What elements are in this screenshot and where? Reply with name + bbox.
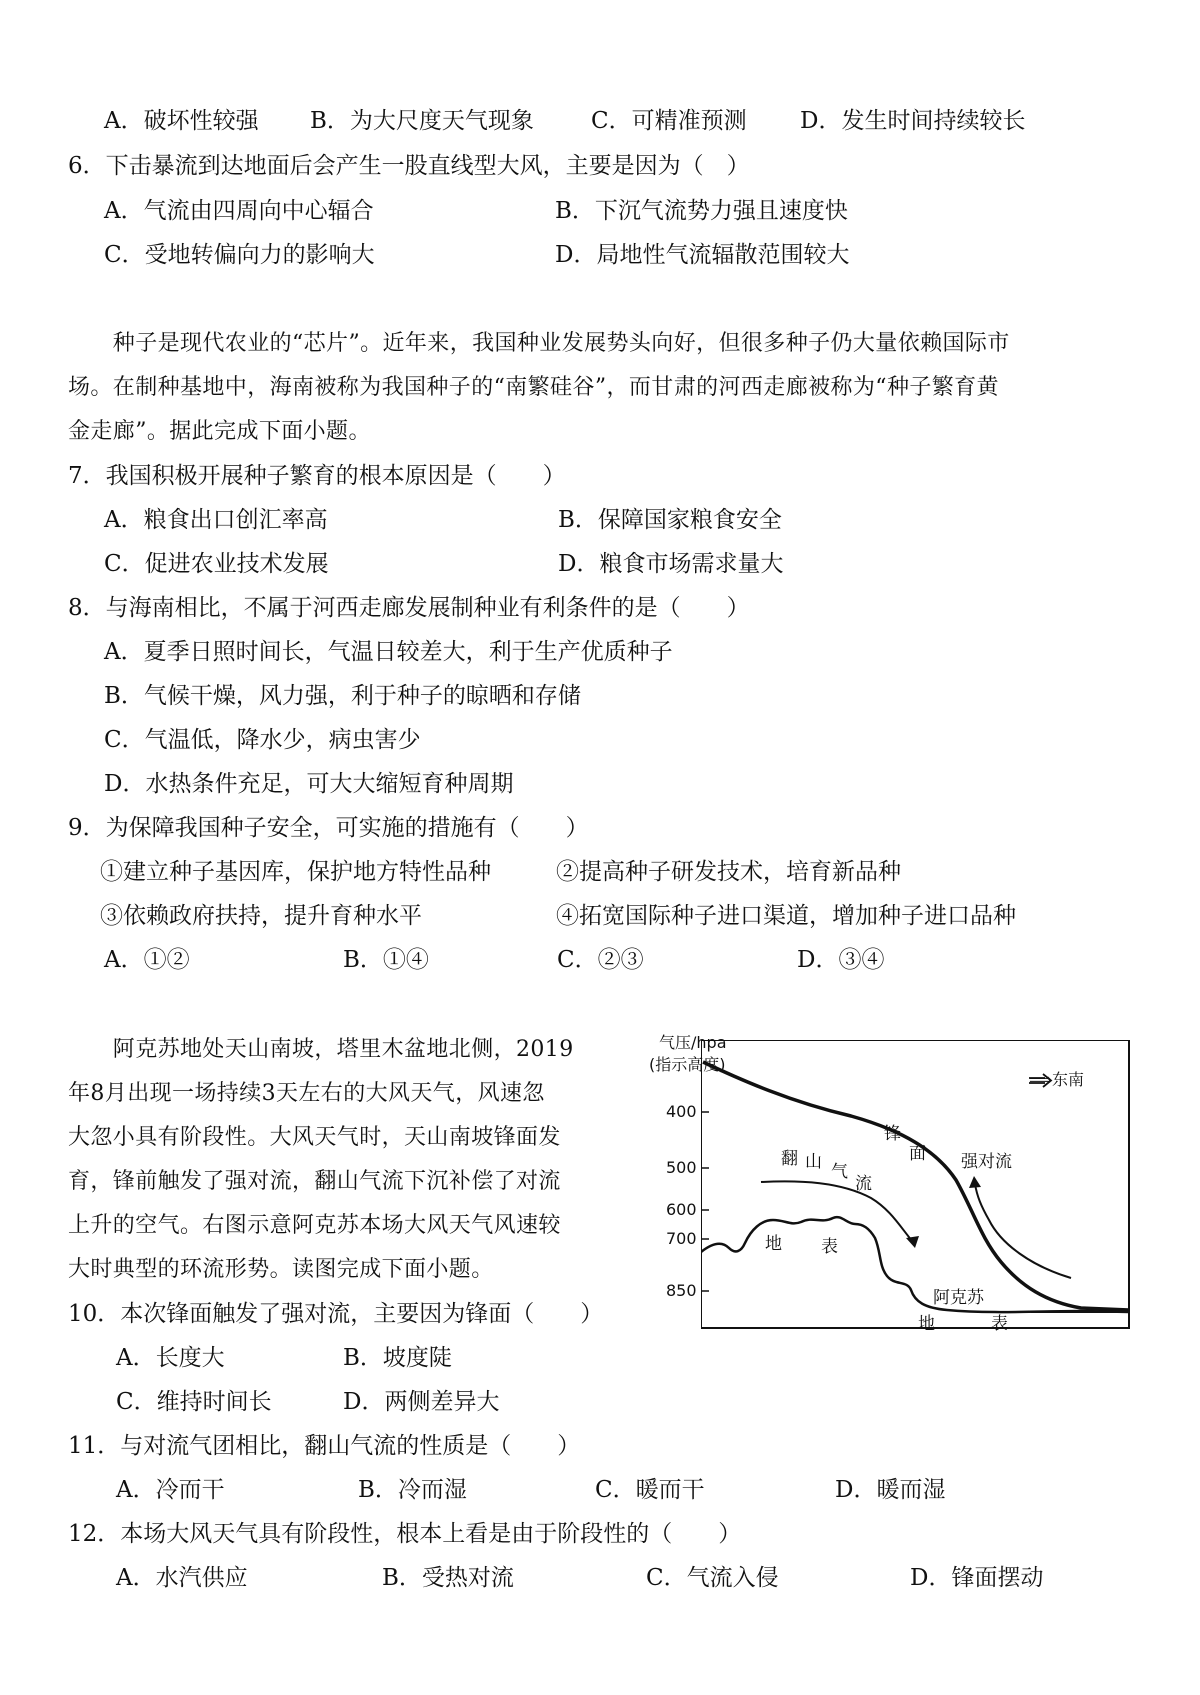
q11-option-d: D．暖而湿	[835, 1477, 946, 1503]
q11-option-a: A．冷而干	[116, 1477, 225, 1503]
convection-arrowhead	[969, 1176, 981, 1188]
q12-option-b: B．受热对流	[382, 1565, 514, 1591]
q10-option-a: A．长度大	[116, 1345, 225, 1371]
aksu-passage-line-4: 育，锋前触发了强对流，翻山气流下沉补偿了对流	[68, 1169, 561, 1194]
q9-item-3: ③依赖政府扶持，提升育种水平	[100, 903, 422, 929]
q9-option-a: A．①②	[104, 947, 190, 973]
q9-item-1: ①建立种子基因库，保护地方特性品种	[100, 859, 491, 885]
mountain-flow-label-1: 翻	[781, 1149, 798, 1169]
mountain-flow-label-3: 气	[831, 1162, 848, 1182]
seed-passage-line-1: 种子是现代农业的“芯片”。近年来，我国种业发展势头向好，但很多种子仍大量依赖国际市	[68, 331, 1010, 356]
q6-option-d: D．局地性气流辐散范围较大	[555, 242, 850, 268]
tick-label-600: 600	[666, 1200, 697, 1219]
q9-option-b: B．①④	[343, 947, 429, 973]
mountain-flow-arrowhead	[906, 1236, 919, 1248]
q12-option-a: A．水汽供应	[116, 1565, 248, 1591]
q9-item-4: ④拓宽国际种子进口渠道，增加种子进口品种	[556, 903, 1016, 929]
tick-label-700: 700	[666, 1229, 697, 1248]
q6-option-a: A．气流由四周向中心辐合	[104, 198, 374, 224]
circulation-diagram	[649, 1033, 1131, 1334]
q7-option-b: B．保障国家粮食安全	[558, 507, 782, 533]
q12-stem: 12．本场大风天气具有阶段性，根本上看是由于阶段性的（ ）	[68, 1521, 742, 1547]
q5-option-b: B．为大尺度天气现象	[310, 108, 534, 134]
tick-label-500: 500	[666, 1158, 697, 1177]
q7-option-c: C．促进农业技术发展	[104, 551, 329, 577]
q5-option-a: A．破坏性较强	[104, 108, 259, 134]
mountain-flow-label-2: 山	[805, 1152, 822, 1172]
upper-surface-label-1: 地	[765, 1234, 782, 1254]
y-axis-label: 气压/hpa	[659, 1033, 727, 1052]
aksu-passage-line-2: 年8月出现一场持续3天左右的大风天气，风速忽	[68, 1081, 545, 1106]
q8-option-a: A．夏季日照时间长，气温日较差大，利于生产优质种子	[104, 639, 673, 665]
direction-label: ⟹东南	[1029, 1070, 1084, 1089]
lower-surface-label-2: 表	[991, 1314, 1008, 1334]
q7-option-a: A．粮食出口创汇率高	[104, 507, 328, 533]
tick-label-400: 400	[666, 1102, 697, 1121]
q7-option-d: D．粮食市场需求量大	[558, 551, 784, 577]
q6-option-b: B．下沉气流势力强且速度快	[555, 198, 848, 224]
seed-passage-line-2: 场。在制种基地中，海南被称为我国种子的“南繁硅谷”，而甘肃的河西走廊被称为“种子繁育黄	[68, 375, 999, 400]
q9-item-2: ②提高种子研发技术，培育新品种	[556, 859, 901, 885]
aksu-passage-line-5: 上升的空气。右图示意阿克苏本场大风天气风速较	[68, 1213, 561, 1238]
convection-label: 强对流	[961, 1152, 1012, 1172]
q7-stem: 7．我国积极开展种子繁育的根本原因是（ ）	[68, 463, 566, 489]
convection-arrow	[975, 1184, 1071, 1278]
q11-option-c: C．暖而干	[595, 1477, 705, 1503]
aksu-label: 阿克苏	[933, 1288, 984, 1308]
y-axis-note: (指示高度)	[649, 1055, 726, 1074]
aksu-passage-line-1: 阿克苏地处天山南坡，塔里木盆地北侧，2019	[68, 1037, 574, 1062]
q6-option-c: C．受地转偏向力的影响大	[104, 242, 375, 268]
q12-option-d: D．锋面摆动	[910, 1565, 1044, 1591]
front-label-1: 锋	[884, 1124, 901, 1144]
front-label-2: 面	[909, 1144, 926, 1164]
aksu-passage-line-3: 大忽小具有阶段性。大风天气时，天山南坡锋面发	[68, 1125, 561, 1150]
front-line	[703, 1062, 1129, 1310]
q11-option-b: B．冷而湿	[358, 1477, 467, 1503]
q10-option-d: D．两侧差异大	[343, 1389, 500, 1415]
q10-option-b: B．坡度陡	[343, 1345, 452, 1371]
mountain-surface	[701, 1217, 1129, 1312]
q10-option-c: C．维持时间长	[116, 1389, 272, 1415]
tick-label-850: 850	[666, 1281, 697, 1300]
q8-option-d: D．水热条件充足，可大大缩短育种周期	[104, 771, 514, 797]
q5-option-c: C．可精准预测	[591, 108, 747, 134]
seed-passage-line-3: 金走廊”。据此完成下面小题。	[68, 419, 371, 444]
q9-stem: 9．为保障我国种子安全，可实施的措施有（ ）	[68, 815, 589, 841]
q5-option-d: D．发生时间持续较长	[800, 108, 1026, 134]
q9-option-c: C．②③	[557, 947, 644, 973]
mountain-flow-arrow	[761, 1181, 913, 1242]
q9-option-d: D．③④	[797, 947, 885, 973]
q8-option-c: C．气温低，降水少，病虫害少	[104, 727, 421, 753]
lower-surface-label-1: 地	[918, 1314, 935, 1334]
mountain-flow-label-4: 流	[855, 1174, 872, 1194]
q12-option-c: C．气流入侵	[646, 1565, 779, 1591]
q10-stem: 10．本次锋面触发了强对流，主要因为锋面（ ）	[68, 1301, 604, 1327]
aksu-passage-line-6: 大时典型的环流形势。读图完成下面小题。	[68, 1257, 494, 1282]
q8-stem: 8．与海南相比，不属于河西走廊发展制种业有利条件的是（ ）	[68, 595, 750, 621]
upper-surface-label-2: 表	[821, 1237, 838, 1257]
q11-stem: 11．与对流气团相比，翻山气流的性质是（ ）	[68, 1433, 581, 1459]
q8-option-b: B．气候干燥，风力强，利于种子的晾晒和存储	[104, 683, 581, 709]
q6-stem: 6．下击暴流到达地面后会产生一股直线型大风，主要是因为（ ）	[68, 153, 750, 179]
